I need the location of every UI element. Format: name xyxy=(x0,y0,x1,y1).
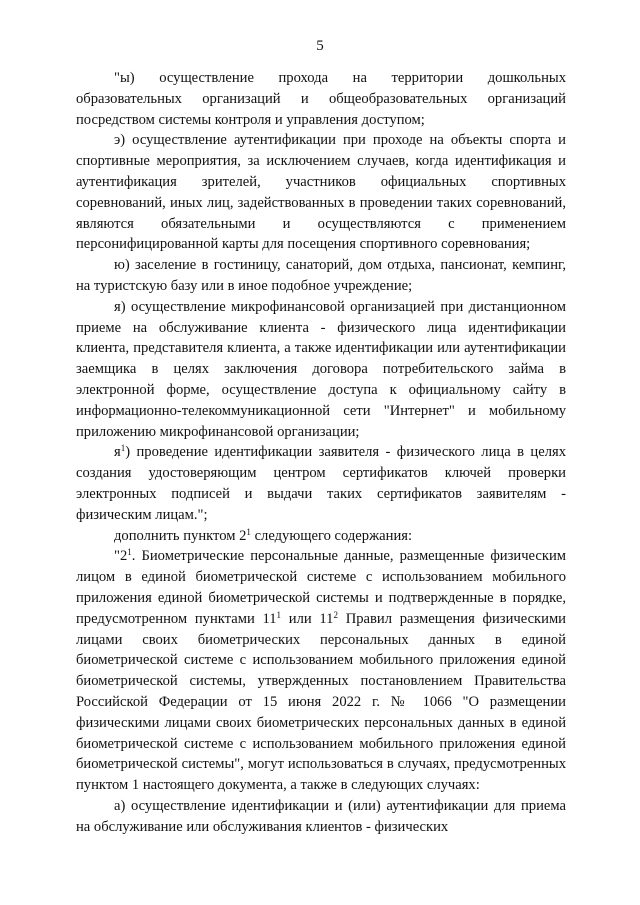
superscript: 1 xyxy=(276,609,282,620)
paragraph-amendment: дополнить пунктом $2^1$ следующего содержания: xyxy=(114,526,413,544)
paragraph-y: "ы) осуществление прохода на территории дошкольных образовательных организаций и общеобразовательных организаций посредством системы контроля и управления доступом; xyxy=(76,70,566,128)
superscript: 2 xyxy=(333,609,338,620)
document-body xyxy=(76,68,566,837)
superscript: 1 xyxy=(120,443,126,454)
paragraph-2-1: "$2^1$. Биометрические персональные данные, размещенные физическим лицом в единой биометрической системе с использованием мобильного приложения единой биометрической системы и подтвержденные в порядке, предусмотренном пунктами $11^1$ или $11^2$ Правил размещения физическими лицами своих биометрических персональных данных в единой биометрической системе с использованием мобильного приложения единой биометрической системы, утвержденных постановлением Правительства Российской Федерации от 15 июня 2022 г. № 1066 "О размещении физическими лицами своих биометрических персональных данных в единой биометрической системе с использованием мобильного приложения единой биометрической системы", могут использоваться в случаях, предусмотренных пунктом 1 настоящего документа, а также в следующих случаях: xyxy=(76,547,566,794)
paragraph-a: а) осуществление идентификации и (или) аутентификации для приема на обслуживание или обслуживания клиентов - физических xyxy=(76,797,566,835)
paragraph-ya: я) осуществление микрофинансовой организацией при дистанционном приеме на обслуживание клиента - физического лица идентификации клиента, представителя клиента, а также идентификации или аутентификации заемщика в целях заключения договора потребительского займа в электронной форме, осуществление доступа к официальному сайту в информационно-телекоммуникационной сети "Интернет" и мобильному приложению микрофинансовой организации; xyxy=(76,298,566,440)
paragraph-ya1: $я^1$) проведение идентификации заявителя - физического лица в целях создания удостоверяющим центром сертификатов ключей проверки электронных подписей и выдачи таких сертификатов заявителям - физическим лицам."; xyxy=(76,443,566,523)
page-number: 5 xyxy=(316,38,324,54)
paragraph-yu: ю) заселение в гостиницу, санаторий, дом отдыха, пансионат, кемпинг, на туристскую базу или в иное подобное учреждение; xyxy=(76,257,566,294)
paragraph-e: э) осуществление аутентификации при проходе на объекты спорта и спортивные мероприятия, за исключением случаев, когда идентификация и аутентификация зрителей, участников официальных спортивных соревнований, иных лиц, задействованных в проведении таких соревнований, являются обязательными и осуществляются с применением персонифицированной карты для посещения спортивного соревнования; xyxy=(76,132,566,253)
superscript: 1 xyxy=(246,526,251,537)
superscript: 1 xyxy=(127,547,132,558)
